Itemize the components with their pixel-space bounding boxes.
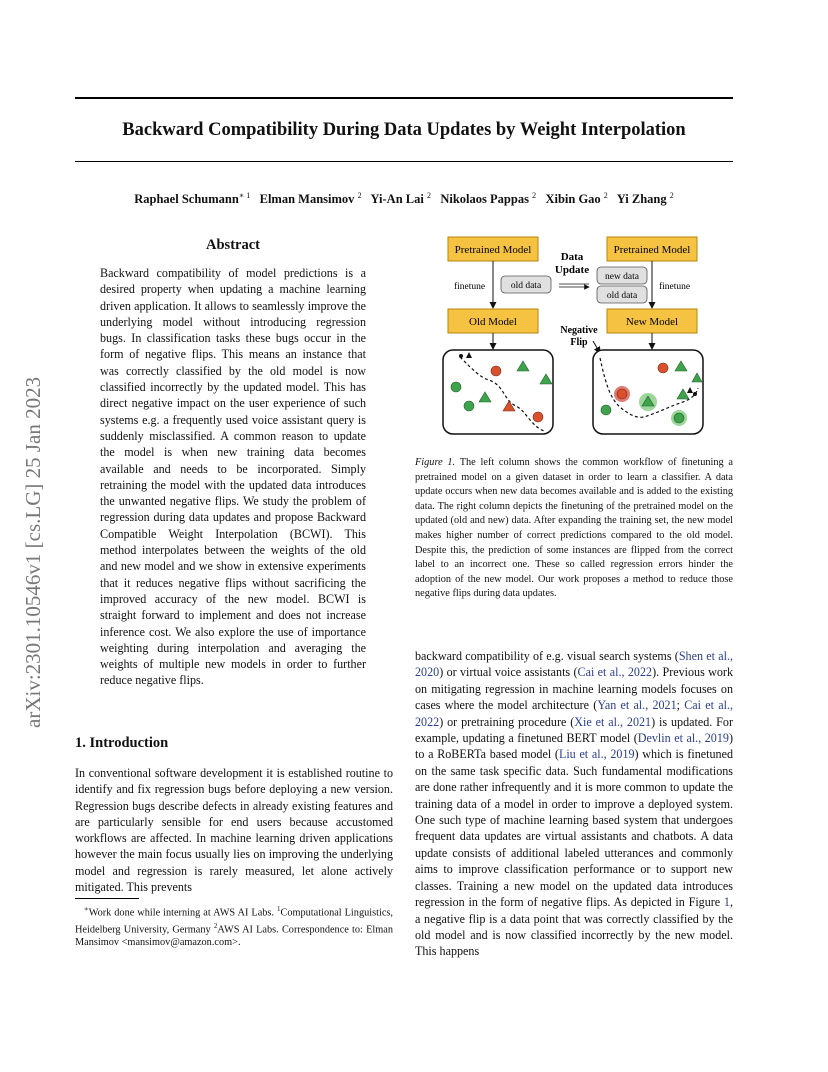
citation-shen-2020[interactable]: Shen et al., 2020 [415, 649, 733, 680]
citation-cai-2022[interactable]: Cai et al., 2022 [577, 665, 653, 680]
abstract-heading: Abstract [206, 237, 260, 253]
old-data-left-label: old data [510, 281, 542, 291]
figure-1-caption: Figure 1. The left column shows the common workflow of finetuning a pretrained model on a given dataset in order to learn a classifier. A data update occurs when new data becomes available and is added to the existing data. The right column depicts the finetuning of the pretrained model on the updated (old and new) data. After expanding the training set, the new model makes higher number of correct predictions compared to the old model. Despite this, the prediction of some instances are flipped from the correct label to an incorrect one. These so called regression errors hinder the adoption of the new model. Our work proposes a method to reduce those negative flips during data updates. [415, 457, 733, 600]
finetune-right-label: finetune [659, 282, 691, 292]
title-bottom-rule [75, 161, 733, 162]
citation-devlin-2019[interactable]: Devlin et al., 2019 [637, 731, 729, 746]
author-3: Yi-An Lai $^2$ [370, 191, 431, 207]
paper-title: Backward Compatibility During Data Updates by Weight Interpolation [122, 120, 686, 140]
intro-paragraph-left: In conventional software development it is established routine to identify and fix regression bugs before deploying a new version. Regression bugs describe defects in already existing features and are particularly sensible for end users because accustomed workflows are affected. In machine learning driven applications however the main focus usually lies on improving the underlying model and regression is rarely measured, let alone actively mitigated. This prevents [75, 766, 393, 895]
pretrained-model-left-label: Pretrained Model [454, 244, 532, 256]
section-heading-introduction: 1. Introduction [75, 735, 169, 751]
pretrained-model-right-label: Pretrained Model [613, 244, 691, 256]
author-6: Yi Zhang $^2$ [616, 191, 674, 207]
new-data-label: new data [604, 272, 640, 282]
arxiv-identifier: arXiv:2301.10546v1 [cs.LG] 25 Jan 2023 [21, 376, 45, 728]
figure-1-diagram [413, 230, 735, 440]
author-1: Raphael Schumann$^{∗ 1}$ [134, 191, 251, 207]
new-model-label: New Model [625, 316, 679, 328]
author-2: Elman Mansimov $^2$ [259, 191, 362, 207]
citation-xie-2021[interactable]: Xie et al., 2021 [574, 714, 652, 729]
top-rule [75, 97, 733, 99]
footnote: ∗Work done while interning at AWS AI Labs. $^1$Computational Linguistics, Heidelberg University, Germany $^2$AWS AI Labs. Correspondence to: Elman Mansimov <mansimov@amazon.com>. [75, 905, 394, 949]
author-4: Nikolaos Pappas $^2$ [440, 191, 537, 207]
figure-1-reference[interactable]: 1 [723, 895, 730, 910]
negative-flip-label-2: Flip [570, 337, 588, 348]
author-5: Xibin Gao $^2$ [545, 191, 608, 207]
finetune-left-label: finetune [454, 282, 486, 292]
citation-cai-2022-b[interactable]: Cai et al., 2022 [415, 698, 733, 729]
data-update-label-1: Data [560, 251, 584, 263]
citation-yan-2021[interactable]: Yan et al., 2021 [597, 698, 677, 713]
footnote-rule [75, 898, 139, 899]
data-update-label-2: Update [554, 264, 590, 276]
old-data-right-label: old data [606, 291, 638, 301]
citation-liu-2019[interactable]: Liu et al., 2019 [558, 747, 635, 762]
intro-paragraph-right: backward compatibility of e.g. visual search systems (Shen et al., 2020) or virtual voice assistants (Cai et al., 2022). Previous work on mitigating regression in machine learning models focuses on cases where the model architecture (Yan et al., 2021; Cai et al., 2022) or pretraining procedure (Xie et al., 2021) is updated. For example, updating a finetuned BERT model (Devlin et al., 2019) to a RoBERTa based model (Liu et al., 2019) which is finetuned on the same task specific data. Such fundamental modifications are done rather infrequently and it is more common to update the training data of a model in order to improve a deployed system. One such type of machine learning based system that undergoes frequent data updates are virtual assistants and chatbots. A data update consists of additional labeled utterances and commonly aims to improve classification performance or to support new classes. Training a new model on the updated data introduces regression in the form of negative flips. As depicted in Figure 1, a negative flip is a data point that was correctly classified by the old model and is now classified incorrectly by the new model. This happens [415, 649, 733, 959]
author-list [75, 191, 733, 207]
negative-flip-label-1: Negative [560, 325, 598, 336]
abstract-text: Backward compatibility of model predictions is a desired property when updating a machine learning driven application. It allows to seamlessly improve the underlying model without introducing regression bugs. In classification tasks these bugs occur in the form of negative flips. This means an instance that was correctly classified by the old model is now classified incorrectly by the updated model. This has direct negative impact on the user experience of such systems e.g. a frequently used voice assistant query is suddenly misclassified. A common reason to update the model is when new training data becomes available and needs to be incorporated. Simply retraining the model with the updated data introduces the unwanted negative flips. We study the problem of regression during data updates and propose Backward Compatible Weight Interpolation (BCWI). This method interpolates between the weights of the old and new model and we show in extensive experiments that it reduces negative flips without sacrificing the improved accuracy of the new model. BCWI is straight forward to implement and does not increase inference cost. We also explore the use of importance weighting during interpolation and averaging the weights of multiple new models in order to further reduce negative flips. [100, 266, 366, 688]
old-model-label: Old Model [469, 316, 517, 328]
